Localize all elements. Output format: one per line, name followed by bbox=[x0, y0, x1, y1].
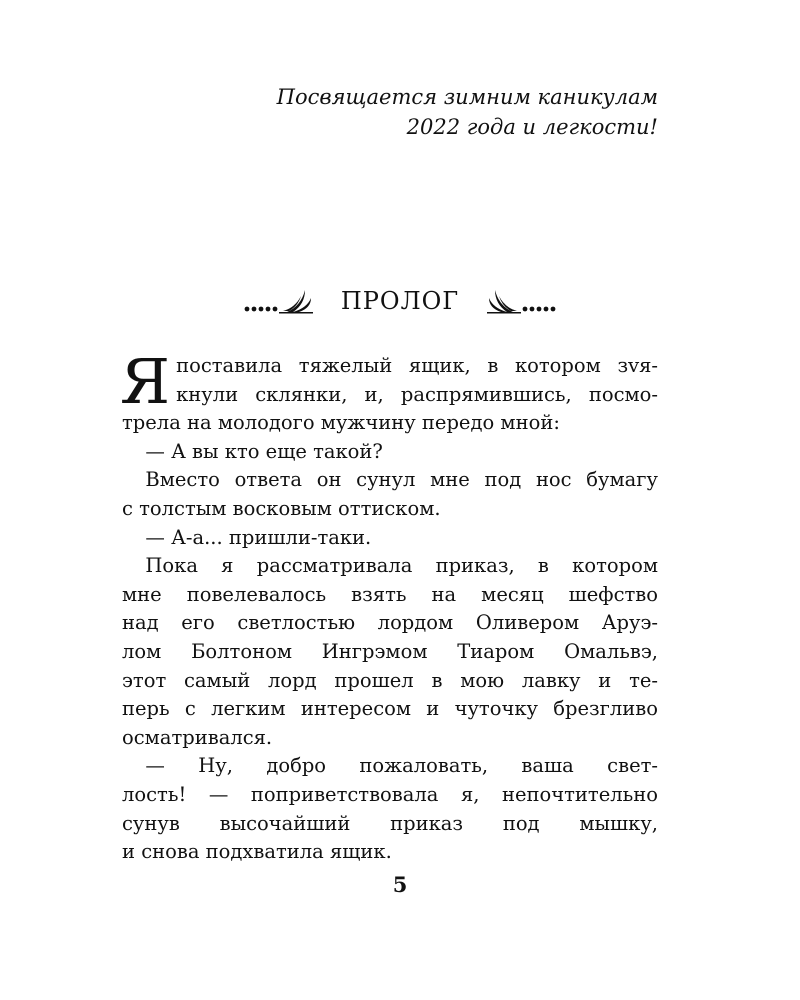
text-line: осматривался. bbox=[122, 725, 273, 749]
text-line: — А вы кто еще такой? bbox=[145, 439, 383, 463]
text-line: — А-а... пришли-таки. bbox=[145, 525, 372, 549]
text-line: лость! — поприветствовала я, непочтительно bbox=[122, 782, 658, 806]
paragraph-2 bbox=[122, 438, 658, 467]
body-text bbox=[120, 345, 658, 867]
paragraph-6 bbox=[122, 752, 658, 866]
text-line: сунув высочайший приказ под мышку, bbox=[122, 811, 658, 835]
paragraph-4 bbox=[122, 524, 658, 553]
text-line: мне повелевалось взять на месяц шефство bbox=[122, 582, 658, 606]
page-number: 5 bbox=[392, 872, 408, 897]
paragraph-5 bbox=[122, 552, 658, 752]
chapter-title: ПРОЛОГ bbox=[340, 287, 460, 315]
text-line: и снова подхватила ящик. bbox=[122, 840, 392, 864]
dedication-line-1: Посвящается зимним каникулам bbox=[276, 85, 658, 109]
text-line: трела на молодого мужчину передо мной: bbox=[122, 411, 560, 435]
text-line: — Ну, добро пожаловать, ваша свет- bbox=[145, 754, 658, 778]
text-line: перь с легким интересом и чуточку брезгливо bbox=[122, 697, 658, 721]
text-line: Вместо ответа он сунул мне под нос бумагу bbox=[145, 468, 658, 492]
paragraph-1 bbox=[120, 345, 658, 438]
text-line: кнули склянки, и, распрямившись, посмо- bbox=[176, 382, 658, 406]
drop-cap: Я bbox=[120, 345, 171, 418]
left-flourish-icon bbox=[243, 286, 315, 316]
text-line: с толстым восковым оттиском. bbox=[122, 496, 441, 520]
paragraph-3 bbox=[122, 466, 658, 523]
text-line: лом Болтоном Ингрэмом Тиаром Омальвэ, bbox=[122, 639, 658, 663]
right-flourish-icon bbox=[485, 286, 557, 316]
text-line: этот самый лорд прошел в мою лавку и те- bbox=[122, 668, 658, 692]
dedication bbox=[158, 82, 658, 142]
text-line: над его светлостью лордом Оливером Аруэ- bbox=[122, 611, 658, 635]
text-line: Пока я рассматривала приказ, в котором bbox=[145, 554, 658, 578]
text-line: поставила тяжелый ящик, в котором зvя- bbox=[176, 354, 658, 377]
dedication-line-2: 2022 года и легкости! bbox=[406, 115, 658, 139]
chapter-heading bbox=[0, 280, 800, 322]
